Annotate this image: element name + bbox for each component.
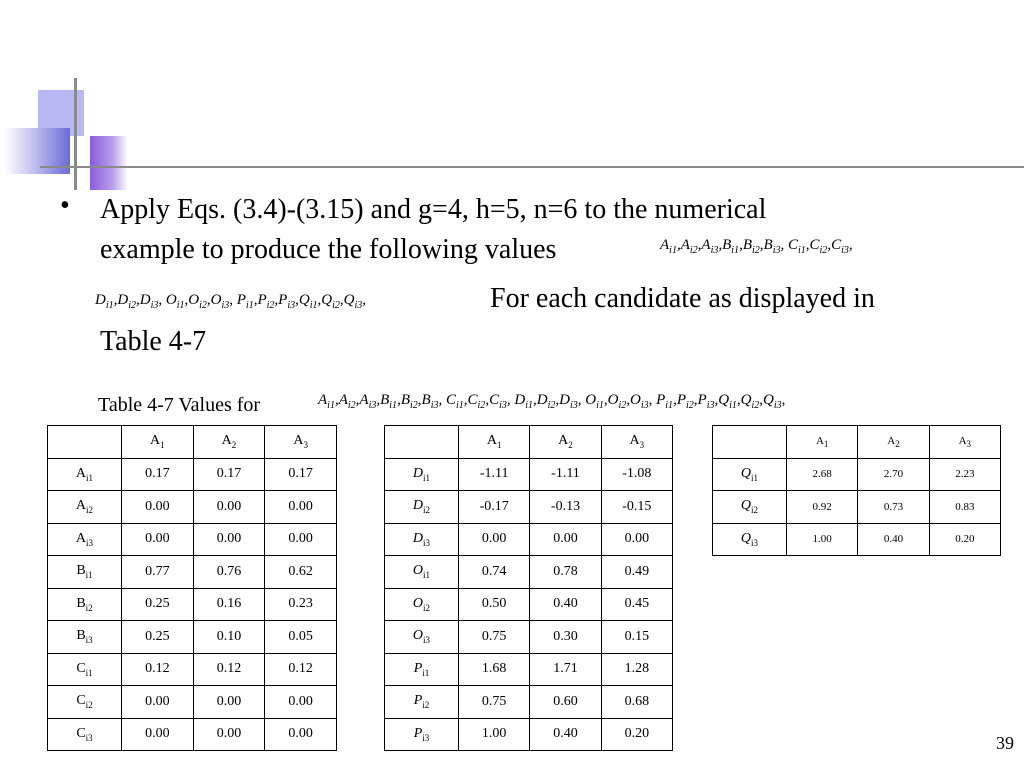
table-1-value-cell: 0.00 [265, 686, 337, 719]
table-row [385, 491, 673, 524]
table-3-value-cell: 0.73 [858, 491, 929, 524]
table-row [713, 458, 1001, 491]
table-row [48, 653, 337, 686]
table-2-column-header: $A_2$ [530, 426, 601, 459]
table-2-value-cell: 0.30 [530, 621, 601, 654]
table-3-value-cell: 0.83 [929, 491, 1000, 524]
table-2-value-cell: 0.40 [530, 588, 601, 621]
bullet-line-4: Table 4-7 [100, 326, 207, 357]
table-2-row-label: $D_{i2}$ [385, 491, 459, 524]
table-3-row-label: $Q_{i1}$ [713, 458, 787, 491]
table-3-value-cell: 0.92 [787, 491, 858, 524]
table-2-value-cell: -0.13 [530, 491, 601, 524]
table-3-column-header: $A_1$ [787, 426, 858, 459]
table-1-value-cell: 0.00 [265, 491, 337, 524]
table-1-value-cell: 0.00 [265, 523, 337, 556]
table-2-value-cell: 0.50 [459, 588, 530, 621]
table-1-body [48, 426, 337, 751]
table-2-row-label: $P_{i3}$ [385, 718, 459, 751]
table-1-value-cell: 0.17 [193, 458, 265, 491]
table-row [48, 621, 337, 654]
table-row [48, 556, 337, 589]
table-1-corner-cell [48, 426, 122, 459]
table-3-corner-cell [713, 426, 787, 459]
math-line-2: $D_{i1},D_{i2},D_{i3}$, $O_{i1},O_{i2},O_{i3}$, $P_{i1},P_{i2},P_{i3},Q_{i1},Q_{i2},Q_{i3}$, [95, 292, 366, 311]
table-2-corner-cell [385, 426, 459, 459]
table-1-value-cell: 0.62 [265, 556, 337, 589]
bullet-dot: • [60, 190, 70, 221]
table-2-row-label: $O_{i2}$ [385, 588, 459, 621]
table-2-row-label: $O_{i1}$ [385, 556, 459, 589]
table-2-value-cell: 0.00 [459, 523, 530, 556]
table-1-row-label: $B_{i2}$ [48, 588, 122, 621]
caption-math: $A_{i1},A_{i2},A_{i3},B_{i1},B_{i2},B_{i3}$, $C_{i1},C_{i2},C_{i3}$, $D_{i1},D_{i2},D_{i3}$, $O_{i1},O_{i2},O_{i3}$, $P_{i1},P_{i2},P_{i3},Q_{i1},Q_{i2},Q_{i3}$, [318, 392, 786, 411]
table-2-column-header: $A_3$ [601, 426, 672, 459]
table-1-value-cell: 0.10 [193, 621, 265, 654]
table-3-column-header: $A_2$ [858, 426, 929, 459]
table-row [713, 523, 1001, 556]
decor-vertical-line [74, 78, 77, 190]
table-1-value-cell: 0.17 [122, 458, 194, 491]
table-row [713, 491, 1001, 524]
table-1-row-label: $A_{i2}$ [48, 491, 122, 524]
table-1-value-cell: 0.12 [265, 653, 337, 686]
table-2-value-cell: 0.78 [530, 556, 601, 589]
table-1-value-cell: 0.00 [193, 491, 265, 524]
table-2-value-cell: 1.71 [530, 653, 601, 686]
table-2-value-cell: 0.68 [601, 686, 672, 719]
table-2-value-cell: -1.11 [530, 458, 601, 491]
table-2-value-cell: -1.11 [459, 458, 530, 491]
table-1-row-label: $B_{i3}$ [48, 621, 122, 654]
values-table-2 [384, 425, 673, 751]
table-row [48, 491, 337, 524]
bullet-line-3: For each candidate as displayed in [490, 283, 875, 314]
table-3-value-cell: 2.68 [787, 458, 858, 491]
table-2-value-cell: -1.08 [601, 458, 672, 491]
table-1-row-label: $C_{i1}$ [48, 653, 122, 686]
table-2-value-cell: 0.00 [601, 523, 672, 556]
table-2-row-label: $P_{i1}$ [385, 653, 459, 686]
table-2-row-label: $D_{i1}$ [385, 458, 459, 491]
math-line-1: $A_{i1},A_{i2},A_{i3},B_{i1},B_{i2},B_{i3}$, $C_{i1},C_{i2},C_{i3}$, [660, 237, 853, 256]
table-1-value-cell: 0.17 [265, 458, 337, 491]
table-2-value-cell: 1.28 [601, 653, 672, 686]
table-row [385, 556, 673, 589]
table-2-value-cell: 0.60 [530, 686, 601, 719]
table-1-value-cell: 0.00 [265, 718, 337, 751]
table-1-header-row [48, 426, 337, 459]
table-2-row-label: $P_{i2}$ [385, 686, 459, 719]
table-1-value-cell: 0.76 [193, 556, 265, 589]
table-3-value-cell: 0.20 [929, 523, 1000, 556]
table-1-row-label: $C_{i3}$ [48, 718, 122, 751]
table-row [48, 686, 337, 719]
table-2-value-cell: 0.75 [459, 621, 530, 654]
table-1-value-cell: 0.16 [193, 588, 265, 621]
table-2-body [385, 426, 673, 751]
table-3-header-row [713, 426, 1001, 459]
table-2-value-cell: 0.15 [601, 621, 672, 654]
table-2-column-header: $A_1$ [459, 426, 530, 459]
table-2-value-cell: 0.20 [601, 718, 672, 751]
table-3-value-cell: 2.70 [858, 458, 929, 491]
table-3-value-cell: 0.40 [858, 523, 929, 556]
table-1-value-cell: 0.00 [122, 718, 194, 751]
table-2-value-cell: 0.40 [530, 718, 601, 751]
table-3-row-label: $Q_{i3}$ [713, 523, 787, 556]
table-row [48, 458, 337, 491]
table-1-column-header: $A_2$ [193, 426, 265, 459]
table-3-value-cell: 2.23 [929, 458, 1000, 491]
table-row [48, 718, 337, 751]
table-3-row-label: $Q_{i2}$ [713, 491, 787, 524]
table-row [385, 653, 673, 686]
table-row [385, 621, 673, 654]
values-table-1 [47, 425, 337, 751]
table-1-value-cell: 0.00 [193, 718, 265, 751]
table-1-value-cell: 0.00 [193, 686, 265, 719]
table-3-value-cell: 1.00 [787, 523, 858, 556]
decor-horizontal-line [40, 166, 1024, 168]
table-1-row-label: $A_{i3}$ [48, 523, 122, 556]
table-2-value-cell: -0.17 [459, 491, 530, 524]
table-2-header-row [385, 426, 673, 459]
table-1-value-cell: 0.77 [122, 556, 194, 589]
table-1-value-cell: 0.00 [122, 686, 194, 719]
table-2-value-cell: 1.68 [459, 653, 530, 686]
table-1-value-cell: 0.00 [122, 523, 194, 556]
table-1-column-header: $A_3$ [265, 426, 337, 459]
table-1-value-cell: 0.23 [265, 588, 337, 621]
table-caption: Table 4-7 Values for [98, 394, 261, 416]
bullet-text [100, 190, 980, 270]
table-1-row-label: $C_{i2}$ [48, 686, 122, 719]
table-2-value-cell: 1.00 [459, 718, 530, 751]
table-row [385, 523, 673, 556]
decor-square-purple [90, 136, 128, 190]
bullet-line-1: Apply Eqs. (3.4)-(3.15) and g=4, h=5, n=6 to the numerical [100, 194, 767, 225]
table-row [385, 718, 673, 751]
bullet-line-2: example to produce the following values [100, 234, 557, 265]
table-2-value-cell: 0.74 [459, 556, 530, 589]
values-table-3 [712, 425, 1001, 556]
table-2-row-label: $D_{i3}$ [385, 523, 459, 556]
table-1-row-label: $A_{i1}$ [48, 458, 122, 491]
table-1-value-cell: 0.05 [265, 621, 337, 654]
table-1-column-header: $A_1$ [122, 426, 194, 459]
table-1-value-cell: 0.00 [122, 491, 194, 524]
table-1-value-cell: 0.25 [122, 588, 194, 621]
table-2-value-cell: 0.45 [601, 588, 672, 621]
table-2-value-cell: 0.75 [459, 686, 530, 719]
table-3-column-header: $A_3$ [929, 426, 1000, 459]
table-1-value-cell: 0.00 [193, 523, 265, 556]
table-2-row-label: $O_{i3}$ [385, 621, 459, 654]
table-3-body [713, 426, 1001, 556]
table-2-value-cell: 0.49 [601, 556, 672, 589]
table-2-value-cell: -0.15 [601, 491, 672, 524]
table-row [48, 523, 337, 556]
table-1-row-label: $B_{i1}$ [48, 556, 122, 589]
table-1-value-cell: 0.12 [122, 653, 194, 686]
table-row [385, 588, 673, 621]
table-1-value-cell: 0.12 [193, 653, 265, 686]
table-2-value-cell: 0.00 [530, 523, 601, 556]
table-1-value-cell: 0.25 [122, 621, 194, 654]
table-row [48, 588, 337, 621]
table-row [385, 458, 673, 491]
page-number: 39 [996, 733, 1014, 753]
table-row [385, 686, 673, 719]
